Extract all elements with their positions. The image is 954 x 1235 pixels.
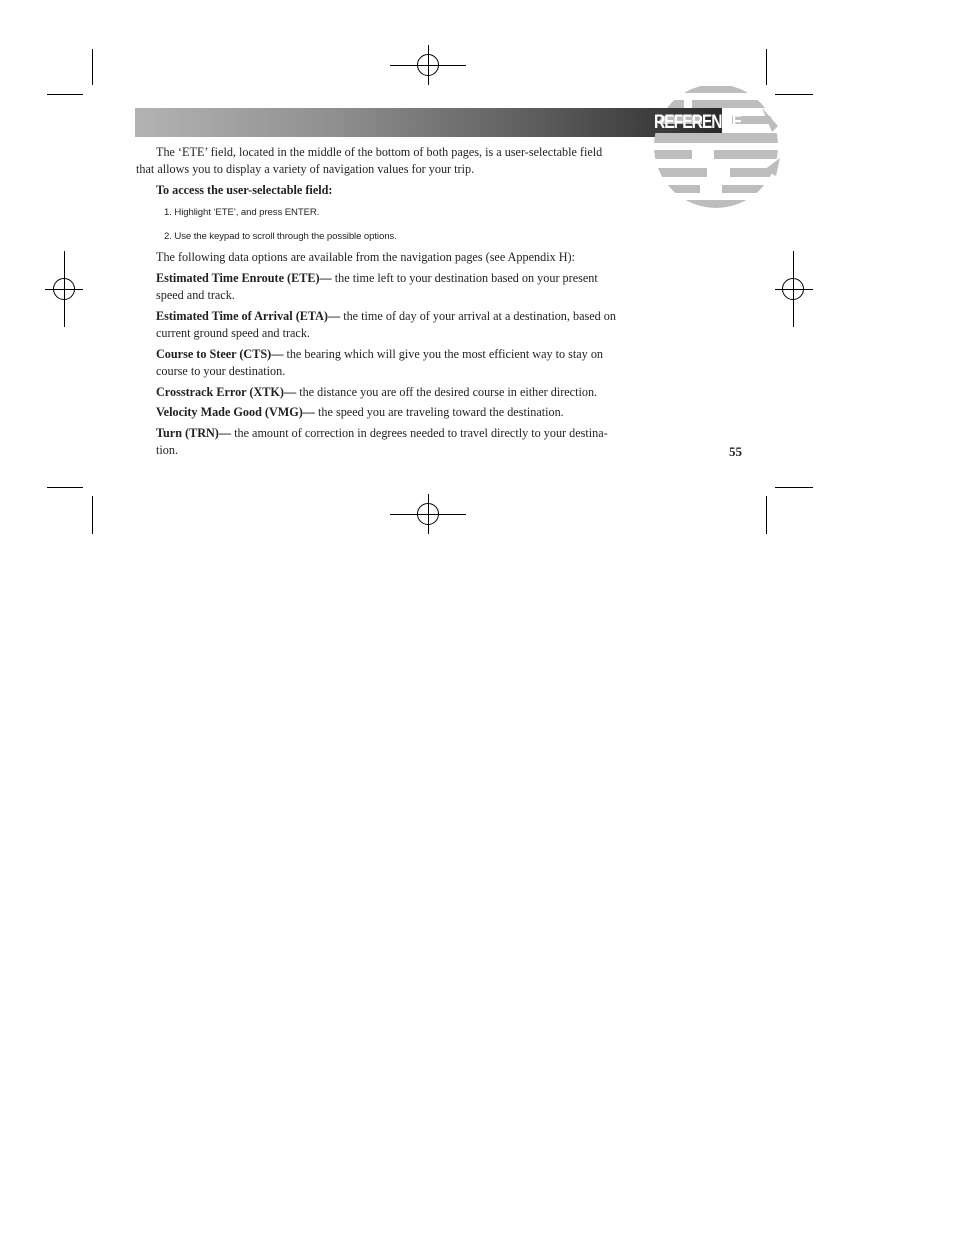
globe-icon [652,78,784,212]
intro-paragraph: The ‘ETE’ field, located in the middle of the bottom of both pages, is a user-selectable field that allows you to display a variety of navigation values for your trip. [136,145,603,176]
definition-text: the amount of correction in degrees needed to travel directly to your destina-tion. [156,426,608,457]
definition-ete [136,270,616,304]
procedure-heading: To access the user-selectable field: [156,183,333,197]
definition-vmg [136,404,616,421]
definition-term: Velocity Made Good (VMG)— [156,405,315,419]
definition-text: the distance you are off the desired course in either direction. [296,385,598,399]
definition-text: the time left to your destination based on your present speed and track. [156,271,598,302]
procedure-step: 1. Highlight ‘ETE’, and press ENTER. [164,207,320,218]
section-title: REFERENCE [654,112,742,133]
procedure-step: 2. Use the keypad to scroll through the possible options. [164,231,397,242]
definition-eta [136,308,616,342]
definition-xtk [136,384,616,401]
definition-term: Turn (TRN)— [156,426,232,440]
definition-text: the time of day of your arrival at a destination, based on current ground speed and track. [156,309,616,340]
definition-trn [136,425,616,459]
header-bar [135,108,722,137]
options-intro: The following data options are available from the navigation pages (see Appendix H): [156,250,575,264]
definition-term: Crosstrack Error (XTK)— [156,385,297,399]
definition-term: Estimated Time Enroute (ETE)— [156,271,332,285]
definition-term: Estimated Time of Arrival (ETA)— [156,309,341,323]
definition-text: the speed you are traveling toward the destination. [314,405,564,419]
body-content [136,144,616,459]
definition-term: Course to Steer (CTS)— [156,347,284,361]
definition-cts [136,346,616,380]
definition-text: the bearing which will give you the most efficient way to stay on course to your destination. [156,347,604,378]
page-number: 55 [729,444,742,459]
